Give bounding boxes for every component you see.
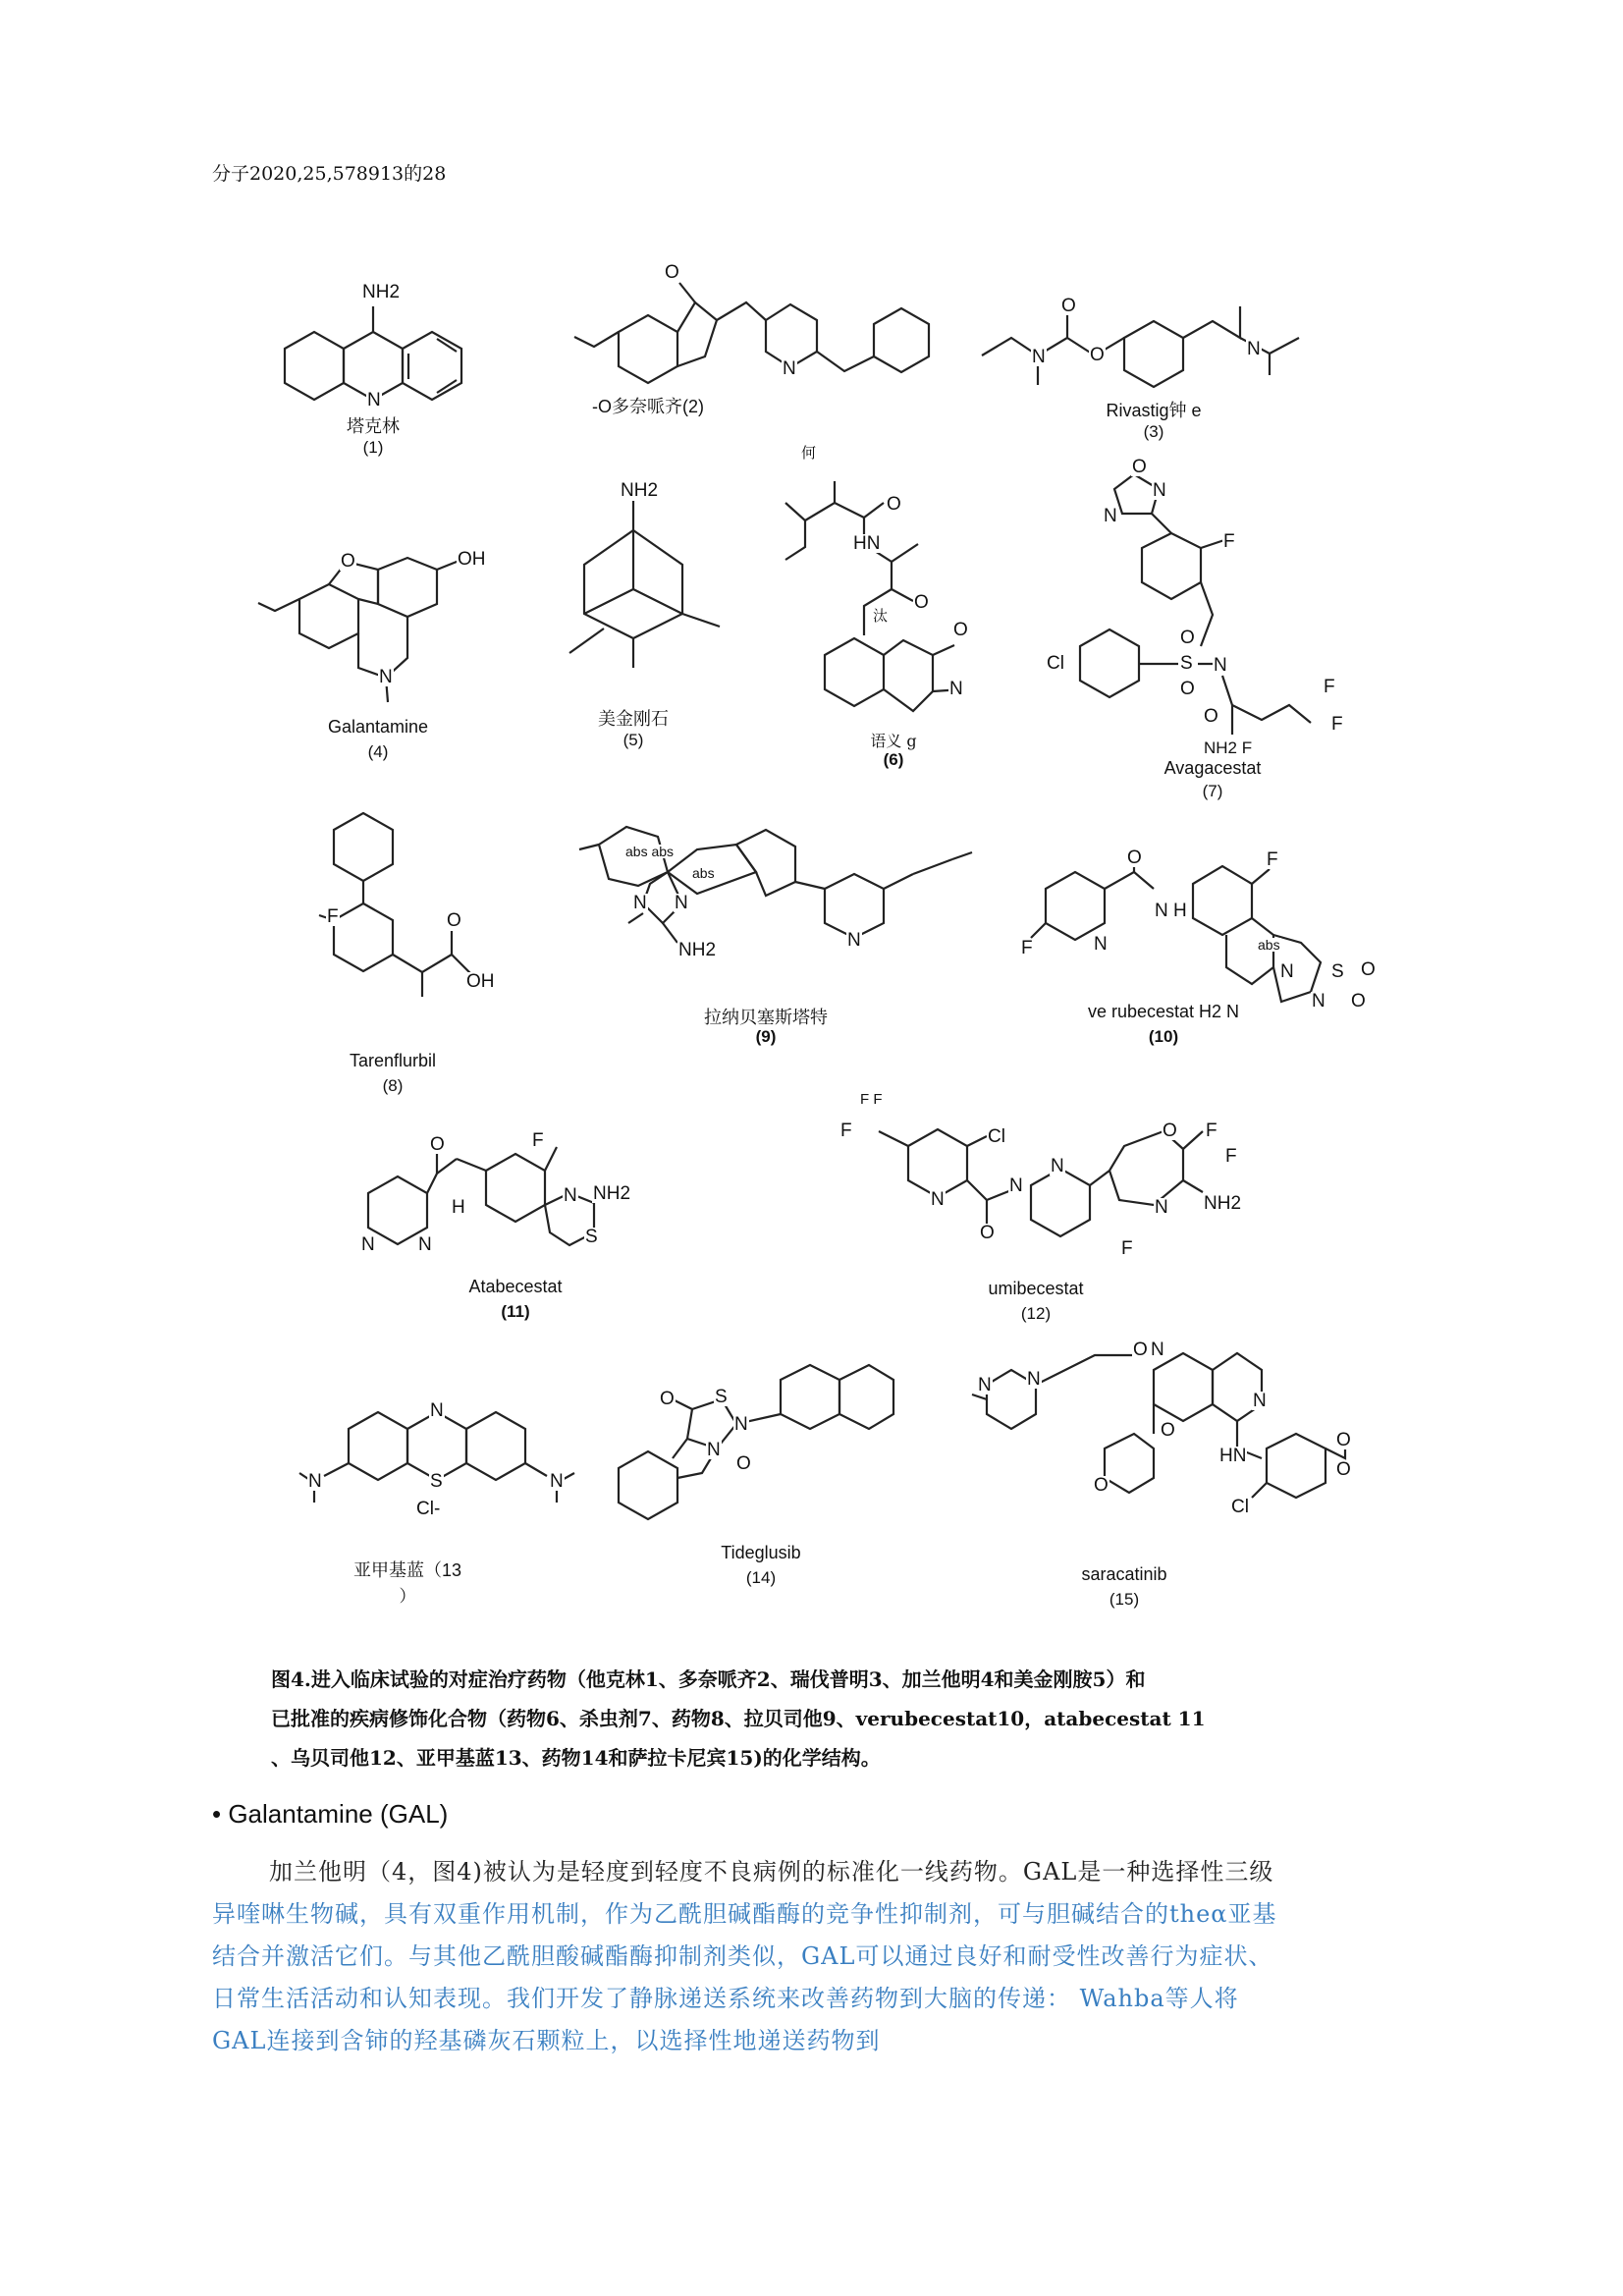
- c5-name: 美金刚石: [598, 709, 669, 729]
- para-line: 加兰他明（4，图4)被认为是轻度到轻度不良病例的标准化一线药物。GAL是一种选择性三级: [269, 1858, 1274, 1886]
- c6-num: (6): [883, 750, 904, 769]
- c9-num: (9): [755, 1027, 777, 1046]
- c12-nh2: NH2: [1204, 1193, 1242, 1214]
- c7-name: Avagacestat: [1163, 758, 1262, 778]
- c1-name: 塔克林: [347, 416, 400, 436]
- compound-13: [290, 1390, 584, 1615]
- c12-n2: N: [1009, 1175, 1023, 1196]
- page-header: 分子2020,25,578913的28: [212, 163, 447, 185]
- caption-line: 图4.进入临床试验的对症治疗药物（他克林1、多奈哌齐2、瑞伐普明3、加兰他明4和美金刚胺5）和: [271, 1667, 1146, 1691]
- c11-n1: N: [564, 1185, 577, 1206]
- c7-num: (7): [1202, 782, 1223, 800]
- compound-12: [839, 1092, 1271, 1328]
- c14-o1: O: [660, 1389, 675, 1409]
- c13-n3: N: [550, 1471, 564, 1492]
- c10-abs: abs: [1258, 937, 1280, 953]
- c8-o: O: [447, 910, 461, 931]
- c9-name: 拉纳贝塞斯塔特: [704, 1008, 828, 1027]
- c4-name: Galantamine: [327, 717, 429, 737]
- c4-n: N: [379, 667, 393, 687]
- compound-11: [349, 1129, 643, 1326]
- c10-f1: F: [1267, 849, 1278, 870]
- c9-nh2: NH2: [678, 940, 717, 960]
- caption-line: 、乌贝司他12、亚甲基蓝13、药物14和萨拉卡尼宾15)的化学结构。: [271, 1746, 881, 1770]
- c10-o: O: [1127, 847, 1142, 868]
- c15-o2: O: [1161, 1420, 1175, 1441]
- c12-ff: F F: [860, 1091, 883, 1108]
- c8-f: F: [327, 906, 339, 927]
- compound-10: [1016, 845, 1399, 1056]
- compound-14: [604, 1350, 898, 1596]
- c4-o: O: [341, 551, 355, 572]
- c7-nh2f: NH2 F: [1204, 738, 1253, 757]
- compound-7: [1036, 450, 1389, 803]
- c2-name: -O多奈哌齐(2): [592, 397, 704, 416]
- compound-2: [569, 263, 943, 430]
- c7-s: S: [1180, 653, 1193, 674]
- c10-o3: O: [1351, 991, 1366, 1011]
- c6-o2: O: [914, 592, 929, 613]
- c9-abs: abs abs: [625, 844, 675, 859]
- c7-o4: O: [1180, 679, 1195, 699]
- c11-nh2: NH2: [593, 1183, 631, 1204]
- section-paragraph: [212, 1851, 1430, 2062]
- c2-n: N: [783, 358, 796, 379]
- c1-num: (1): [362, 438, 384, 457]
- c7-f2: F: [1324, 677, 1335, 697]
- c3-o2: O: [1090, 345, 1105, 365]
- c10-n2: N: [1280, 961, 1294, 982]
- c14-s: S: [715, 1387, 728, 1407]
- c11-o: O: [430, 1134, 445, 1155]
- c15-name: saracatinib: [1081, 1564, 1167, 1584]
- c8-oh: OH: [466, 971, 495, 992]
- c12-o: O: [1163, 1121, 1177, 1141]
- c6-n: N: [949, 679, 963, 699]
- c13-num: ）: [399, 1587, 416, 1606]
- c4-oh: OH: [458, 549, 486, 570]
- c15-n1: N: [978, 1375, 992, 1395]
- c3-num: (3): [1143, 422, 1164, 441]
- para-line: GAL连接到含铈的羟基磷灰石颗粒上，以选择性地递送药物到: [212, 2027, 881, 2054]
- c13-cl: Cl-: [416, 1499, 441, 1519]
- c4-num: (4): [367, 742, 389, 761]
- c15-o5: O: [1336, 1459, 1351, 1480]
- para-line: 异喹啉生物碱，具有双重作用机制，作为乙酰胆碱酯酶的竞争性抑制剂，可与胆碱结合的theα亚基: [212, 1900, 1277, 1928]
- c7-f1: F: [1223, 531, 1235, 552]
- c15-num: (15): [1109, 1590, 1140, 1609]
- c11-name: Atabecestat: [468, 1277, 563, 1296]
- c10-s: S: [1331, 961, 1344, 982]
- c12-f1: F: [840, 1121, 852, 1141]
- c13-n1: N: [430, 1400, 444, 1421]
- c8-num: (8): [382, 1076, 404, 1095]
- c12-f3: F: [1225, 1146, 1237, 1167]
- c6-top: 何: [801, 445, 817, 462]
- compound-4: [250, 530, 515, 766]
- c15-o3: O: [1094, 1475, 1109, 1496]
- figure-caption: [271, 1660, 1380, 1777]
- c6-o3: O: [953, 620, 968, 640]
- compound-3: [977, 277, 1311, 444]
- c7-f3: F: [1331, 714, 1343, 735]
- compound-10-structure: [1016, 845, 1399, 1056]
- c6-hn: HN: [853, 533, 881, 554]
- c10-o2: O: [1361, 959, 1376, 980]
- c12-num: (12): [1020, 1304, 1052, 1323]
- c6-name: 语义 g: [870, 732, 917, 750]
- c14-n2: N: [707, 1440, 721, 1460]
- para-line: 结合并激活它们。与其他乙酰胆酸碱酯酶抑制剂类似，GAL可以通过良好和耐受性改善行为症状、: [212, 1942, 1273, 1970]
- c11-s: S: [585, 1227, 598, 1247]
- c15-o1: O: [1133, 1339, 1148, 1360]
- c14-num: (14): [745, 1568, 777, 1587]
- c9-n3: N: [847, 930, 861, 951]
- c15-n3: N: [1151, 1339, 1164, 1360]
- compound-5: [545, 471, 741, 766]
- c15-cl: Cl: [1231, 1497, 1249, 1517]
- c7-o: O: [1132, 457, 1147, 477]
- caption-line: 已批准的疾病修饰化合物（药物6、杀虫剂7、药物8、拉贝司他9、verubecestat10，atabecestat 11: [271, 1707, 1206, 1730]
- c7-n2: N: [1104, 506, 1117, 526]
- compound-8: [314, 805, 540, 1100]
- c10-nh: N H: [1155, 901, 1187, 921]
- c12-f4: F: [1121, 1238, 1133, 1259]
- c13-s: S: [430, 1471, 443, 1492]
- c12-name: umibecestat: [988, 1279, 1084, 1298]
- c9-abs2: abs: [692, 865, 715, 881]
- compound-1: [275, 275, 471, 462]
- c12-f2: F: [1206, 1121, 1217, 1141]
- c10-num: (10): [1148, 1027, 1179, 1046]
- c14-n1: N: [734, 1414, 748, 1435]
- c14-name: Tideglusib: [721, 1543, 801, 1562]
- section-heading: • Galantamine (GAL): [212, 1799, 449, 1829]
- c11-n2: N: [361, 1234, 375, 1255]
- c1-nh2: NH2: [362, 282, 401, 302]
- c12-n4: N: [1155, 1197, 1168, 1218]
- para-line: 日常生活活动和认知表现。我们开发了静脉递送系统来改善药物到大脑的传递： Wahba等人将: [212, 1985, 1239, 2012]
- c2-o: O: [665, 262, 679, 283]
- c5-num: (5): [622, 731, 644, 749]
- c8-name: Tarenflurbil: [349, 1051, 437, 1070]
- c10-name: ve rubecestat H2 N: [1087, 1002, 1240, 1021]
- compound-6: [766, 444, 1021, 773]
- compound-15: [967, 1340, 1360, 1625]
- c7-cl: Cl: [1047, 653, 1064, 674]
- c15-hn: HN: [1219, 1446, 1247, 1466]
- c12-n3: N: [1051, 1156, 1064, 1176]
- c10-n1: N: [1094, 934, 1108, 955]
- c10-n3: N: [1312, 991, 1325, 1011]
- c12-cl: Cl: [988, 1126, 1005, 1147]
- c7-n3: N: [1214, 655, 1227, 676]
- c13-n2: N: [308, 1471, 322, 1492]
- c11-f: F: [532, 1130, 544, 1151]
- c13-name: 亚甲基蓝（13: [352, 1560, 462, 1580]
- c3-n1: N: [1032, 347, 1046, 367]
- c9-n2: N: [633, 893, 647, 913]
- c9-n1: N: [675, 893, 688, 913]
- c14-o2: O: [736, 1453, 751, 1474]
- c1-n: N: [367, 390, 381, 410]
- c3-name: Rivastig钟 e: [1106, 401, 1202, 420]
- c12-o2: O: [980, 1223, 995, 1243]
- c7-n1: N: [1153, 480, 1166, 501]
- c12-n1: N: [931, 1189, 945, 1210]
- c11-hn: H: [452, 1197, 465, 1218]
- c6-mid: 汰: [873, 608, 889, 625]
- c3-o1: O: [1061, 296, 1076, 316]
- c11-num: (11): [501, 1302, 530, 1321]
- c3-n2: N: [1247, 339, 1261, 359]
- c7-o5: O: [1204, 706, 1218, 727]
- c10-f2: F: [1021, 938, 1033, 958]
- c7-o3: O: [1180, 628, 1195, 648]
- c15-o4: O: [1336, 1430, 1351, 1450]
- c15-n4: N: [1253, 1391, 1267, 1411]
- compound-9: [560, 795, 992, 1051]
- c15-n2: N: [1027, 1369, 1041, 1390]
- c6-o1: O: [887, 494, 901, 515]
- c5-nh2: NH2: [621, 480, 659, 501]
- c11-n3: N: [418, 1234, 432, 1255]
